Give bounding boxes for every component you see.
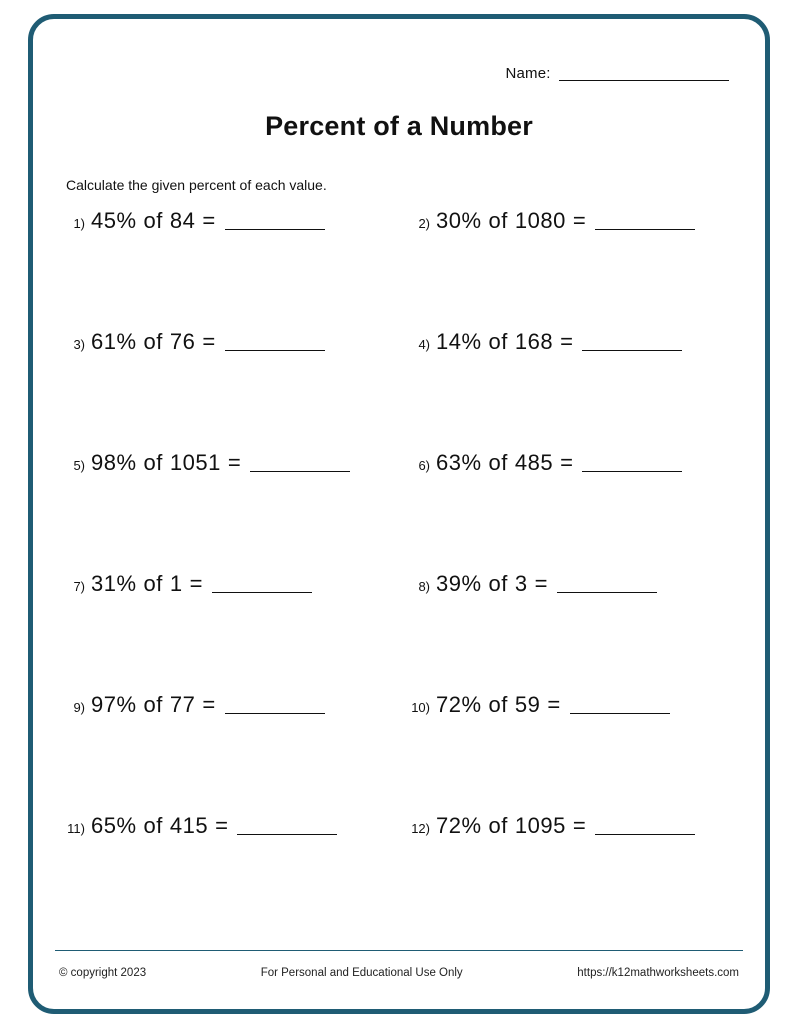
answer-blank[interactable] [250,454,350,472]
of-word: of [488,571,508,596]
equals-sign: = [572,208,587,233]
equals-sign: = [534,571,549,596]
base-value: 415 [169,813,209,838]
problem-expression [436,329,682,355]
problem-item [402,325,747,446]
answer-blank[interactable] [595,817,695,835]
problem-item [57,688,402,809]
problem-number: 4) [418,337,430,352]
name-label: Name: [505,65,551,82]
base-value: 168 [514,329,554,354]
worksheet-page [28,14,770,1014]
equals-sign: = [189,571,204,596]
problem-expression [91,571,312,597]
of-word: of [143,450,163,475]
base-value: 485 [514,450,554,475]
of-word: of [488,813,508,838]
base-value: 59 [514,692,541,717]
of-word: of [488,329,508,354]
problem-item [57,204,402,325]
percent-value: 31% [91,571,137,596]
problem-expression [436,571,657,597]
percent-value: 61% [91,329,137,354]
equals-sign: = [547,692,561,717]
problem-item [57,809,402,930]
equals-sign: = [202,692,216,717]
problem-item [402,567,747,688]
problem-number: 11) [67,821,85,836]
base-value: 1051 [169,450,221,475]
answer-blank[interactable] [582,454,682,472]
problem-expression [91,329,325,355]
answer-blank[interactable] [595,212,695,230]
problem-number: 8) [418,579,430,594]
of-word: of [488,208,508,233]
answer-blank[interactable] [557,575,657,593]
equals-sign: = [215,813,229,838]
equals-sign: = [560,450,574,475]
percent-value: 30% [436,208,482,233]
problem-number: 3) [73,337,85,352]
problem-item [57,567,402,688]
problem-number: 6) [418,458,430,473]
problem-number: 10) [411,700,430,715]
base-value: 77 [169,692,196,717]
problem-item [402,446,747,567]
name-field-row [505,65,729,82]
problem-expression [436,813,695,839]
answer-blank[interactable] [225,333,325,351]
problem-number: 1) [73,216,85,231]
of-word: of [143,692,163,717]
footer-divider [55,950,743,951]
problem-expression [91,813,337,839]
instructions-text: Calculate the given percent of each value. [66,177,327,193]
problem-number: 2) [418,216,430,231]
percent-value: 14% [436,329,482,354]
problem-expression [91,692,325,718]
answer-blank[interactable] [225,696,325,714]
problem-item [402,204,747,325]
problem-number: 9) [73,700,85,715]
problem-number: 5) [73,458,85,473]
percent-value: 45% [91,208,137,233]
footer-copyright: © copyright 2023 [59,967,147,979]
percent-value: 72% [436,813,482,838]
of-word: of [143,329,163,354]
base-value: 1095 [514,813,566,838]
footer-url[interactable]: https://k12mathworksheets.com [577,967,739,979]
equals-sign: = [227,450,242,475]
footer [59,967,739,979]
base-value: 1080 [514,208,566,233]
percent-value: 39% [436,571,482,596]
of-word: of [143,571,163,596]
percent-value: 72% [436,692,482,717]
base-value: 3 [514,571,528,596]
of-word: of [143,813,163,838]
of-word: of [143,208,163,233]
answer-blank[interactable] [212,575,312,593]
of-word: of [488,450,508,475]
base-value: 84 [169,208,196,233]
percent-value: 98% [91,450,137,475]
answer-blank[interactable] [570,696,670,714]
base-value: 76 [169,329,196,354]
equals-sign: = [572,813,587,838]
problem-number: 7) [73,579,85,594]
problem-expression [91,208,325,234]
problem-expression [436,450,682,476]
answer-blank[interactable] [225,212,325,230]
equals-sign: = [202,208,216,233]
problem-expression [436,692,670,718]
percent-value: 65% [91,813,137,838]
problem-number: 12) [411,821,430,836]
problem-item [57,446,402,567]
percent-value: 63% [436,450,482,475]
name-input-blank[interactable] [559,66,729,81]
problem-expression [436,208,695,234]
problem-item [402,809,747,930]
problem-item [57,325,402,446]
problem-grid [57,204,747,930]
answer-blank[interactable] [582,333,682,351]
problem-expression [91,450,350,476]
answer-blank[interactable] [237,817,337,835]
problem-item [402,688,747,809]
page-title: Percent of a Number [265,111,533,141]
percent-value: 97% [91,692,137,717]
base-value: 1 [169,571,183,596]
equals-sign: = [560,329,574,354]
footer-usage-note: For Personal and Educational Use Only [260,967,463,979]
of-word: of [488,692,508,717]
equals-sign: = [202,329,216,354]
